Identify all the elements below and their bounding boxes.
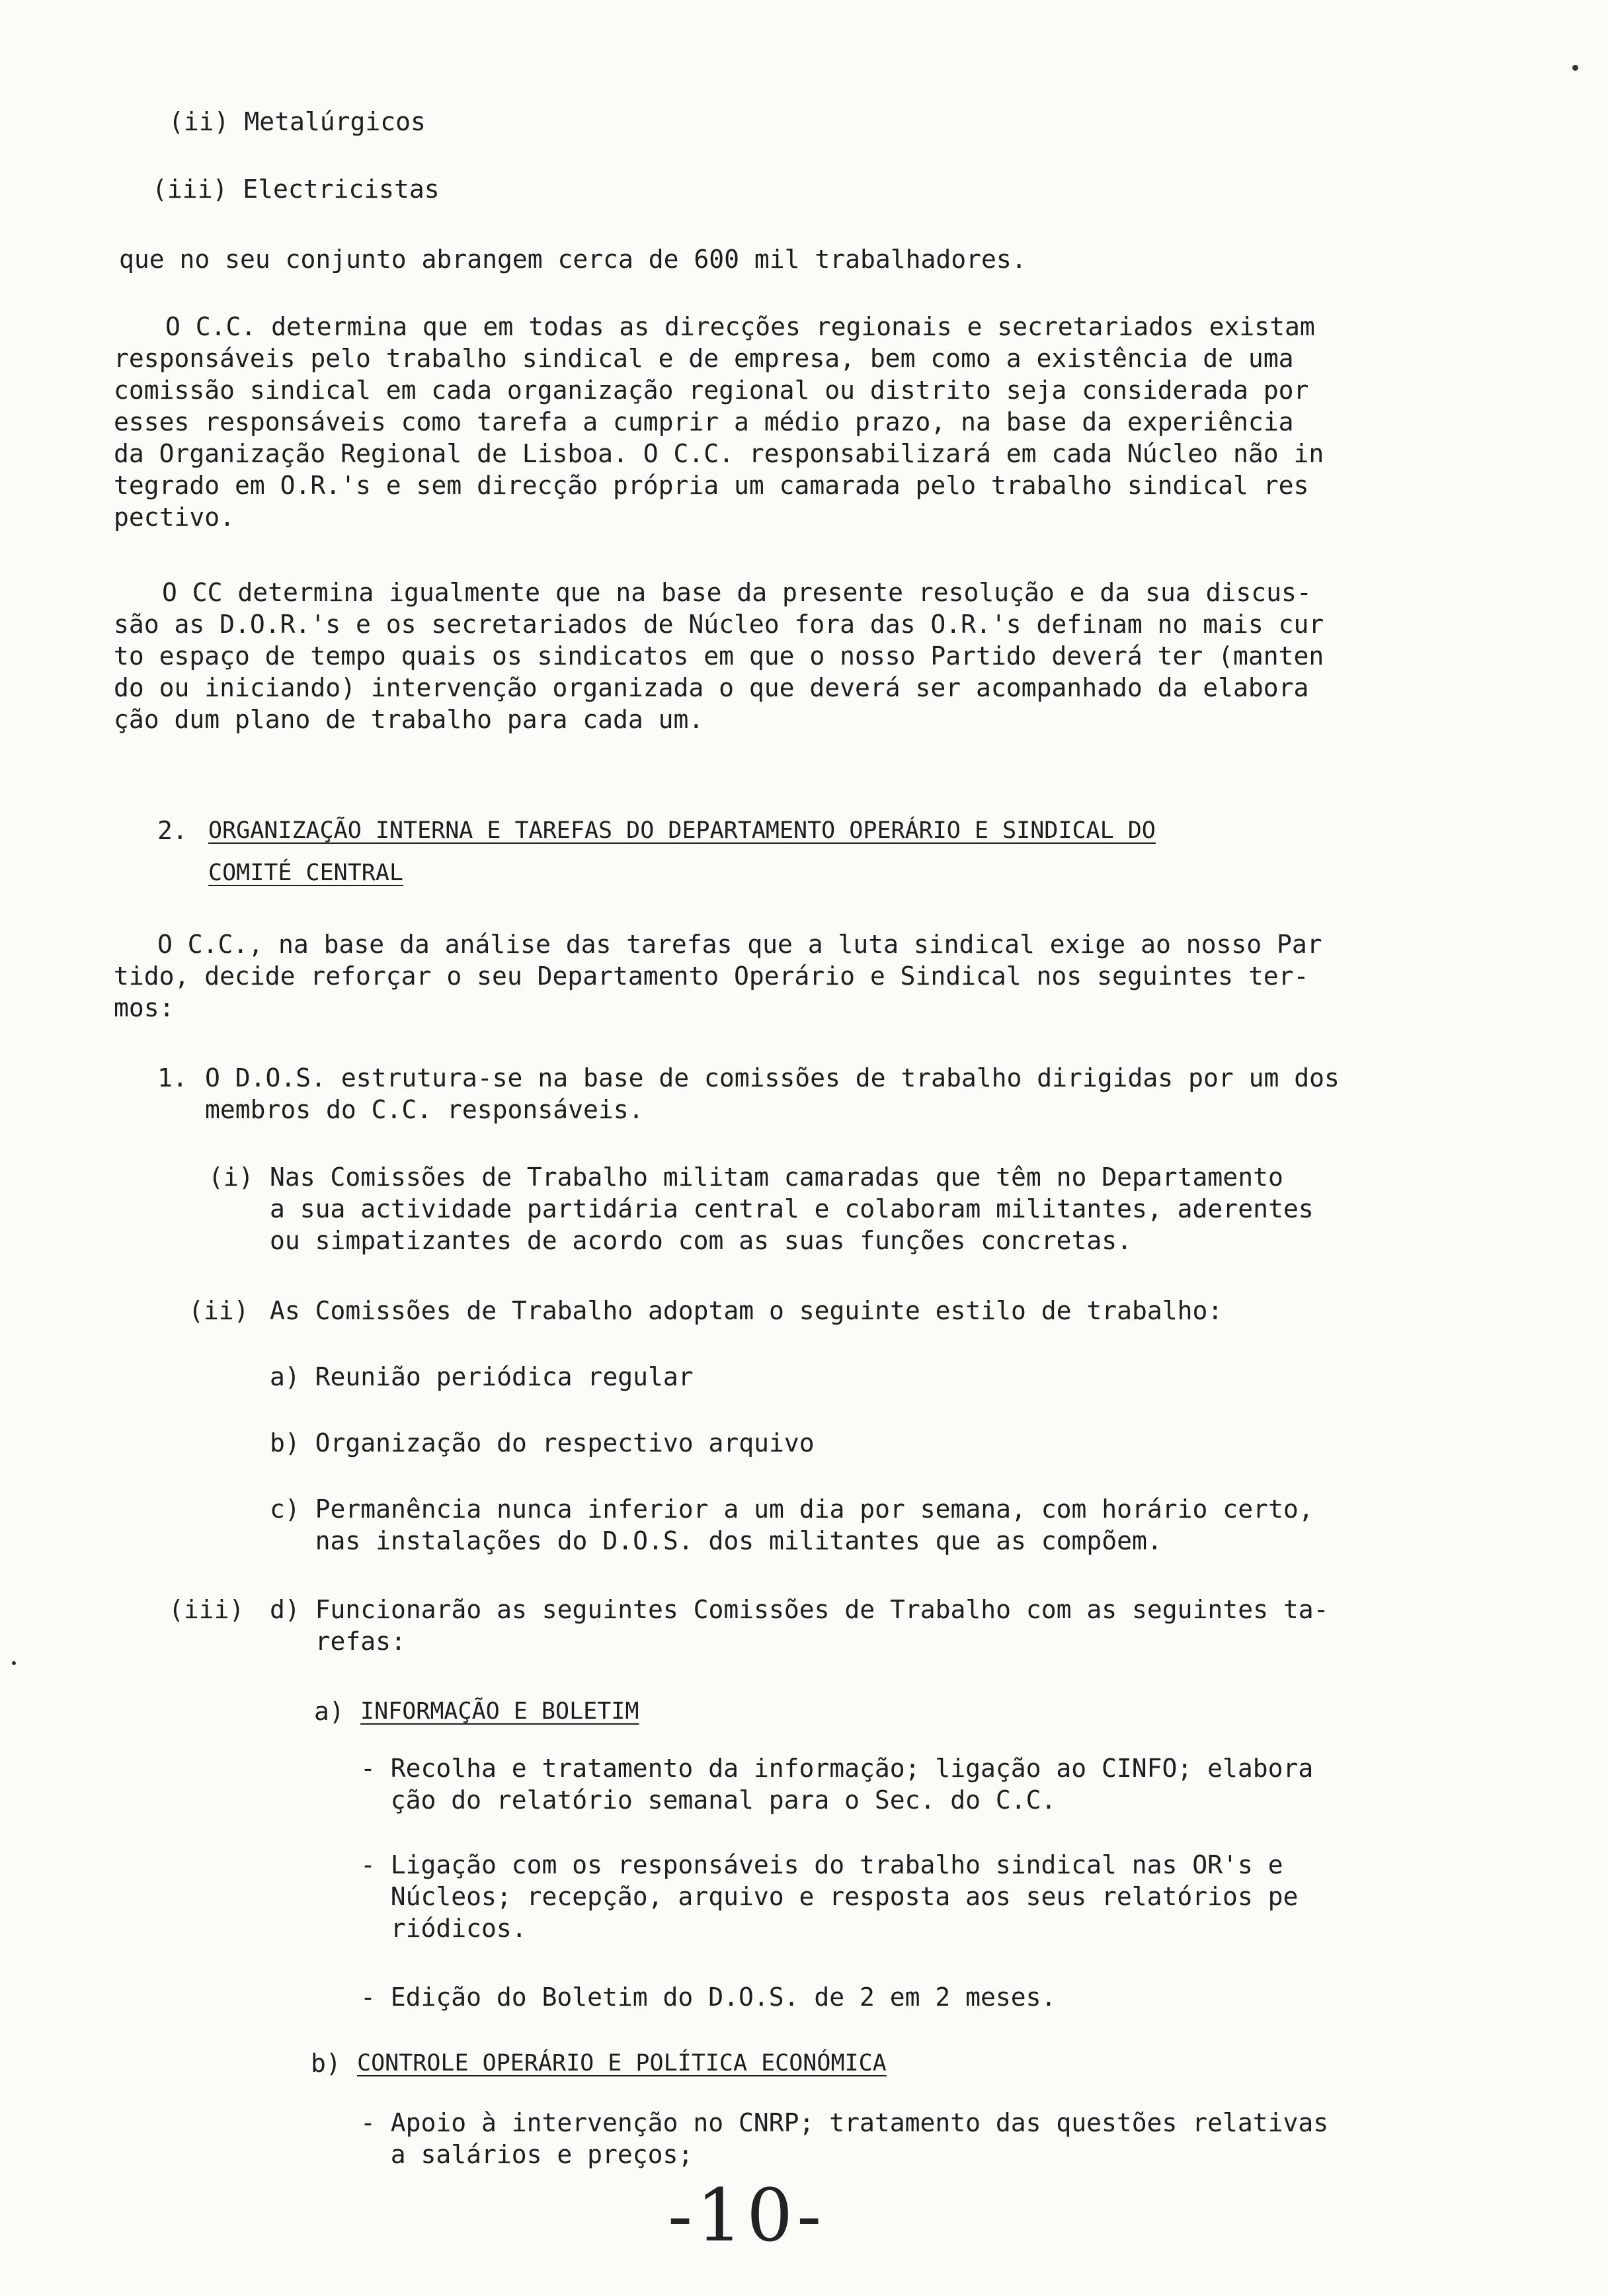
commission-title: INFORMAÇÃO E BOLETIM	[360, 1698, 639, 1725]
subitem-label: (iii)	[169, 1595, 245, 1624]
subitem-text: As Comissões de Trabalho adoptam o seguinte estilo de trabalho:	[270, 1296, 1223, 1325]
bullet-line: Núcleos; recepção, arquivo e resposta aos seus relatórios pe	[360, 1882, 1299, 1911]
section-title-continued: COMITÉ CENTRAL	[208, 860, 404, 886]
list-item: a) Reunião periódica regular	[270, 1362, 694, 1391]
paragraph-line: do ou iniciando) intervenção organizada o que deverá ser acompanhado da elabora	[114, 673, 1309, 702]
subitem-text-line: refas:	[270, 1627, 406, 1656]
bullet-line: - Ligação com os responsáveis do trabalho sindical nas OR's e	[360, 1850, 1283, 1879]
section-number: 2.	[157, 816, 188, 845]
commission-title: CONTROLE OPERÁRIO E POLÍTICA ECONÓMICA	[357, 2050, 887, 2076]
list-item-metalurgicos: (ii) Metalúrgicos	[169, 107, 426, 136]
paragraph-line: to espaço de tempo quais os sindicatos em que o nosso Partido deverá ter (manten	[114, 641, 1324, 671]
paragraph-line: da Organização Regional de Lisboa. O C.C. responsabilizará em cada Núcleo não in	[114, 439, 1324, 468]
item-number: 1.	[157, 1063, 188, 1092]
section-title: ORGANIZAÇÃO INTERNA E TAREFAS DO DEPARTAMENTO OPERÁRIO E SINDICAL DO	[208, 817, 1156, 844]
paragraph-line: tido, decide reforçar o seu Departamento Operário e Sindical nos seguintes ter-	[114, 962, 1309, 991]
scan-speck	[12, 1661, 16, 1665]
bullet-line: - Edição do Boletim do D.O.S. de 2 em 2 meses.	[360, 1983, 1057, 2012]
commission-label: a)	[314, 1697, 344, 1726]
bullet-line: - Apoio à intervenção no CNRP; tratamento das questões relativas	[360, 2108, 1329, 2137]
bullet-line: - Recolha e tratamento da informação; ligação ao CINFO; elabora	[360, 1754, 1314, 1783]
list-item: b) Organização do respectivo arquivo	[270, 1428, 815, 1457]
item-text-line: membros do C.C. responsáveis.	[205, 1095, 644, 1124]
paragraph-line: tegrado em O.R.'s e sem direcção própria um camarada pelo trabalho sindical res	[114, 471, 1309, 500]
paragraph-total-workers: que no seu conjunto abrangem cerca de 600 mil trabalhadores.	[119, 245, 1027, 274]
paragraph-line: são as D.O.R.'s e os secretariados de Núcleo fora das O.R.'s definam no mais cur	[114, 610, 1324, 639]
subitem-text-line: Nas Comissões de Trabalho militam camaradas que têm no Departamento	[270, 1163, 1283, 1192]
item-text-line: O D.O.S. estrutura-se na base de comissões de trabalho dirigidas por um dos	[205, 1063, 1340, 1092]
paragraph-line: ção dum plano de trabalho para cada um.	[114, 705, 704, 734]
list-item-electricistas: (iii) Electricistas	[152, 175, 440, 204]
list-item: c) Permanência nunca inferior a um dia por semana, com horário certo,	[270, 1495, 1314, 1524]
paragraph-line: mos:	[114, 993, 175, 1022]
scan-speck	[1572, 65, 1578, 71]
paragraph-line: O CC determina igualmente que na base da presente resolução e da sua discus-	[162, 578, 1312, 607]
subitem-label: (i)	[208, 1163, 254, 1192]
paragraph-line: O C.C. determina que em todas as direcções regionais e secretariados existam	[165, 312, 1315, 341]
paragraph-line: O C.C., na base da análise das tarefas que a luta sindical exige ao nosso Par	[157, 930, 1322, 959]
bullet-line: a salários e preços;	[360, 2140, 694, 2169]
bullet-line: ção do relatório semanal para o Sec. do C.C.	[360, 1785, 1057, 1815]
page-number: -10-	[668, 2173, 826, 2258]
paragraph-line: responsáveis pelo trabalho sindical e de empresa, bem como a existência de uma	[114, 344, 1294, 373]
paragraph-line: pectivo.	[114, 503, 235, 532]
subitem-text-line: ou simpatizantes de acordo com as suas funções concretas.	[270, 1226, 1133, 1255]
list-item-continued: nas instalações do D.O.S. dos militantes que as compõem.	[270, 1526, 1162, 1555]
bullet-line: riódicos.	[360, 1914, 527, 1943]
commission-label: b)	[311, 2049, 341, 2078]
subitem-text-line: a sua actividade partidária central e colaboram militantes, aderentes	[270, 1194, 1314, 1223]
subitem-text-line: d) Funcionarão as seguintes Comissões de Trabalho com as seguintes ta-	[270, 1595, 1329, 1624]
paragraph-line: esses responsáveis como tarefa a cumprir a médio prazo, na base da experiência	[114, 407, 1294, 436]
paragraph-line: comissão sindical em cada organização regional ou distrito seja considerada por	[114, 376, 1309, 405]
subitem-label: (ii)	[188, 1296, 249, 1325]
